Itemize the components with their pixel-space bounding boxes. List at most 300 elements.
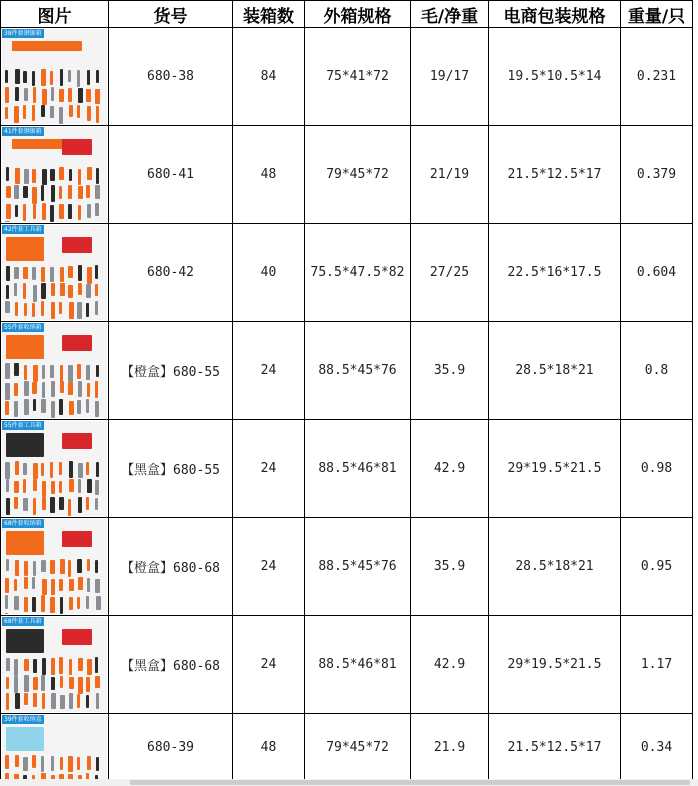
tool-icon <box>5 613 8 614</box>
tool-icon <box>69 461 73 478</box>
tool-icon <box>96 365 99 377</box>
tool-icon <box>14 481 19 493</box>
tool-icon <box>78 497 82 513</box>
scrollbar-thumb[interactable] <box>130 780 690 785</box>
tool-icon <box>42 658 46 675</box>
carton-size-cell[interactable]: 79*45*72 <box>305 714 411 781</box>
tool-icon <box>87 106 91 121</box>
product-image-cell[interactable] <box>1 714 109 781</box>
tool-icon <box>51 579 55 595</box>
tool-icon <box>69 597 73 610</box>
tool-icon <box>33 204 36 219</box>
carton-qty-cell[interactable]: 48 <box>233 714 305 781</box>
product-image-cell[interactable] <box>1 28 109 126</box>
unit-weight-cell[interactable]: 0.604 <box>621 224 693 322</box>
tool-icon <box>33 479 37 491</box>
tool-icon <box>15 168 20 184</box>
tool-icon <box>59 481 62 493</box>
tool-icon <box>77 364 81 379</box>
product-banner-label: 39件套收纳盒 <box>4 716 42 723</box>
tool-icon <box>95 560 98 573</box>
weight-cell[interactable]: 21/19 <box>411 126 489 224</box>
tool-icon <box>14 185 19 199</box>
tool-icon <box>14 659 18 676</box>
tool-icon <box>69 693 73 709</box>
tool-icon <box>42 579 47 595</box>
pack-size-cell[interactable]: 21.5*12.5*17 <box>489 126 621 224</box>
carton-qty-cell[interactable]: 24 <box>233 420 305 518</box>
sku-cell[interactable]: 【橙盒】680-55 <box>109 322 233 420</box>
tool-icon <box>87 383 90 397</box>
tool-icon <box>41 560 46 572</box>
table-row <box>1 518 693 616</box>
product-image <box>2 617 107 712</box>
pack-size-cell[interactable]: 29*19.5*21.5 <box>489 616 621 714</box>
tool-icon <box>86 497 89 510</box>
tool-icon <box>24 303 27 316</box>
tool-icon <box>87 756 91 770</box>
tool-icon <box>5 383 10 400</box>
tool-icon <box>41 756 44 772</box>
product-banner-label: 55件套收纳箱 <box>4 324 42 331</box>
sku-cell[interactable]: 【黑盒】680-55 <box>109 420 233 518</box>
tool-icon <box>14 596 19 610</box>
tool-icon <box>86 677 90 692</box>
tool-icon <box>68 499 71 516</box>
product-image <box>2 323 107 418</box>
tool-icon <box>24 597 28 612</box>
tool-icon <box>50 462 53 478</box>
tool-icon <box>51 283 55 296</box>
tool-icon <box>42 365 45 379</box>
header-sku[interactable]: 货号 <box>109 1 233 28</box>
tool-icon <box>33 365 38 382</box>
sku-cell[interactable]: 680-42 <box>109 224 233 322</box>
tool-icon <box>59 167 64 180</box>
product-image <box>2 29 107 124</box>
tool-icon <box>6 167 9 181</box>
tool-icon <box>42 693 45 709</box>
toolbox-icon <box>6 433 44 457</box>
tool-icon <box>41 595 45 612</box>
tool-icon <box>69 579 74 591</box>
carton-qty-cell[interactable]: 40 <box>233 224 305 322</box>
carton-size-cell[interactable]: 88.5*45*76 <box>305 322 411 420</box>
carton-qty-cell[interactable]: 24 <box>233 616 305 714</box>
tool-icon <box>50 560 55 574</box>
tool-icon <box>95 284 98 296</box>
carton-size-cell[interactable]: 88.5*45*76 <box>305 518 411 616</box>
tool-icon <box>96 106 99 123</box>
tool-icon <box>78 265 82 281</box>
table-row <box>1 224 693 322</box>
tool-icon <box>5 462 10 479</box>
tool-icon <box>60 283 65 296</box>
pack-size-cell[interactable]: 21.5*12.5*17 <box>489 714 621 781</box>
tool-icon <box>95 185 100 199</box>
tool-icon <box>51 87 54 101</box>
tool-icon <box>32 303 35 317</box>
tool-icon <box>32 71 35 86</box>
tool-icon <box>15 461 19 475</box>
tool-icon <box>24 561 28 576</box>
tool-icon <box>24 675 29 692</box>
tool-icon <box>95 401 99 417</box>
tool-icon <box>32 105 35 121</box>
product-image <box>2 715 107 779</box>
tool-icon <box>23 105 26 119</box>
tool-icon <box>50 597 55 613</box>
weight-cell[interactable]: 42.9 <box>411 420 489 518</box>
tool-icon <box>86 284 91 298</box>
tool-icon <box>95 203 99 216</box>
carton-qty-cell[interactable]: 24 <box>233 518 305 616</box>
table-row <box>1 28 693 126</box>
tool-icon <box>33 498 36 515</box>
tool-icon <box>14 267 19 279</box>
header-row <box>1 1 693 28</box>
tool-icon <box>96 462 99 477</box>
tool-icon <box>78 169 81 185</box>
tool-icon <box>5 70 8 83</box>
tool-icon <box>33 87 36 103</box>
tool-icon <box>78 186 83 199</box>
tool-icon <box>5 107 8 119</box>
weight-cell[interactable]: 19/17 <box>411 28 489 126</box>
tool-icon <box>6 677 9 689</box>
weight-cell[interactable]: 42.9 <box>411 616 489 714</box>
drill-icon <box>62 433 92 449</box>
product-image <box>2 127 107 222</box>
tool-icon <box>96 168 99 184</box>
tool-icon <box>32 755 36 768</box>
drill-icon <box>62 335 92 351</box>
tool-icon <box>50 71 53 85</box>
product-image-cell[interactable] <box>1 420 109 518</box>
tool-icon <box>5 401 9 415</box>
tool-icon <box>51 401 55 418</box>
tool-icon <box>86 365 90 380</box>
tool-icon <box>59 497 64 510</box>
tool-icon <box>68 756 73 772</box>
tool-icon <box>5 301 10 313</box>
table-row <box>1 420 693 518</box>
tool-icon <box>68 560 71 577</box>
tool-icon <box>69 677 74 689</box>
tool-icon <box>32 187 37 204</box>
tool-icon <box>23 186 28 198</box>
tool-icon <box>59 107 63 124</box>
drill-icon <box>62 139 92 155</box>
tool-icon <box>41 301 44 316</box>
unit-weight-cell[interactable]: 0.98 <box>621 420 693 518</box>
tool-icon <box>78 283 82 295</box>
tool-icon <box>23 267 28 279</box>
tool-icon <box>68 88 72 102</box>
tool-icon <box>69 659 72 675</box>
carton-size-cell[interactable]: 75*41*72 <box>305 28 411 126</box>
tool-icon <box>87 559 90 571</box>
tool-icon <box>32 597 36 612</box>
product-image-cell[interactable] <box>1 126 109 224</box>
tool-icon <box>15 205 18 217</box>
tool-icon <box>15 560 19 576</box>
tool-icon <box>42 89 47 105</box>
tool-icon <box>33 463 38 479</box>
tool-icon <box>42 382 45 398</box>
tool-icon <box>51 658 55 675</box>
tool-icon <box>60 267 64 282</box>
tool-icon <box>41 675 45 691</box>
tool-icon <box>77 105 80 118</box>
header-carton-qty[interactable]: 装箱数 <box>233 1 305 28</box>
tool-icon <box>68 266 73 278</box>
tool-icon <box>60 597 63 614</box>
tool-icon <box>96 693 99 709</box>
tool-icon <box>60 365 63 382</box>
tool-icon <box>60 757 63 770</box>
tool-icon <box>33 677 38 690</box>
carton-size-cell[interactable]: 75.5*47.5*82 <box>305 224 411 322</box>
unit-weight-cell[interactable]: 0.8 <box>621 322 693 420</box>
tool-icon <box>5 221 10 222</box>
tool-icon <box>59 204 64 219</box>
tool-icon <box>41 267 45 282</box>
sku-cell[interactable]: 【橙盒】680-68 <box>109 518 233 616</box>
tool-icon <box>77 302 82 319</box>
tool-icon <box>50 497 55 513</box>
tool-icon <box>59 462 62 475</box>
weight-cell[interactable]: 35.9 <box>411 322 489 420</box>
tool-icon <box>87 578 90 592</box>
tool-icon <box>68 185 72 199</box>
weight-cell[interactable]: 27/25 <box>411 224 489 322</box>
tool-icon <box>23 757 28 771</box>
tool-icon <box>51 756 54 771</box>
unit-weight-cell[interactable]: 0.34 <box>621 714 693 781</box>
tool-icon <box>6 693 9 710</box>
tool-icon <box>14 401 18 417</box>
tool-icon <box>32 267 36 280</box>
tool-icon <box>78 88 83 103</box>
tool-icon <box>6 204 11 219</box>
tool-icon <box>77 757 80 770</box>
tool-icon <box>42 481 46 497</box>
tool-icon <box>51 302 55 319</box>
header-unit-weight[interactable]: 重量/只 <box>621 1 693 28</box>
header-gross-net-weight[interactable]: 毛/净重 <box>411 1 489 28</box>
carton-size-cell[interactable]: 88.5*46*81 <box>305 420 411 518</box>
unit-weight-cell[interactable]: 0.379 <box>621 126 693 224</box>
tool-icon <box>33 693 37 707</box>
tool-icon <box>14 363 19 376</box>
weight-cell[interactable]: 21.9 <box>411 714 489 781</box>
product-image-cell[interactable] <box>1 616 109 714</box>
sku-cell[interactable]: 680-41 <box>109 126 233 224</box>
tool-icon <box>24 88 28 101</box>
tool-icon <box>95 89 100 104</box>
tool-icon <box>42 497 46 510</box>
sku-cell[interactable]: 680-39 <box>109 714 233 781</box>
toolbox-icon <box>12 41 82 51</box>
tool-icon <box>68 285 73 298</box>
tool-icon <box>87 479 92 493</box>
tool-icon <box>86 596 89 609</box>
tool-icon <box>33 399 36 411</box>
tool-icon <box>15 69 20 84</box>
header-carton-size[interactable]: 外箱规格 <box>305 1 411 28</box>
tool-icon <box>96 70 99 83</box>
toolbox-icon <box>6 727 44 751</box>
tool-icon <box>77 597 80 609</box>
product-image <box>2 225 107 320</box>
tool-icon <box>23 204 26 221</box>
tool-icon <box>5 578 9 593</box>
tool-icon <box>5 595 8 609</box>
tool-icon <box>69 302 74 319</box>
tool-icon <box>24 693 28 705</box>
tool-icon <box>86 89 91 102</box>
product-banner-label: 68件套工具箱 <box>4 618 42 625</box>
tool-icon <box>51 481 55 494</box>
table-row <box>1 322 693 420</box>
tool-icon <box>78 381 82 397</box>
tool-icon <box>78 577 83 590</box>
tool-icon <box>14 383 18 396</box>
toolbox-icon <box>6 629 44 653</box>
header-image[interactable]: 图片 <box>1 1 109 28</box>
carton-size-cell[interactable]: 79*45*72 <box>305 126 411 224</box>
product-image-cell[interactable] <box>1 518 109 616</box>
tool-icon <box>60 381 64 393</box>
tool-icon <box>86 399 89 413</box>
carton-qty-cell[interactable]: 48 <box>233 126 305 224</box>
pack-size-cell[interactable]: 28.5*18*21 <box>489 518 621 616</box>
tool-icon <box>23 479 26 493</box>
tool-icon <box>87 70 90 85</box>
pack-size-cell[interactable]: 29*19.5*21.5 <box>489 420 621 518</box>
unit-weight-cell[interactable]: 0.95 <box>621 518 693 616</box>
tool-icon <box>24 381 29 396</box>
tool-icon <box>50 205 54 222</box>
sku-cell[interactable]: 680-38 <box>109 28 233 126</box>
tool-icon <box>77 694 80 708</box>
tool-icon <box>86 185 90 198</box>
tool-icon <box>5 363 10 379</box>
tool-icon <box>68 382 73 395</box>
product-banner-label: 38件套钢锯箱 <box>4 30 42 37</box>
tool-icon <box>87 267 92 284</box>
tool-icon <box>95 498 98 510</box>
table-row <box>1 126 693 224</box>
carton-qty-cell[interactable]: 24 <box>233 322 305 420</box>
tool-icon <box>69 401 74 415</box>
carton-size-cell[interactable]: 88.5*46*81 <box>305 616 411 714</box>
tool-icon <box>41 399 46 413</box>
tool-icon <box>77 70 80 87</box>
tool-icon <box>78 463 83 478</box>
tool-icon <box>24 169 29 184</box>
tool-icon <box>41 283 46 299</box>
tool-icon <box>33 285 37 302</box>
tool-icon <box>60 695 65 709</box>
weight-cell[interactable]: 35.9 <box>411 518 489 616</box>
pack-size-cell[interactable]: 19.5*10.5*14 <box>489 28 621 126</box>
tool-icon <box>6 266 10 281</box>
toolbox-icon <box>6 237 44 261</box>
pack-size-cell[interactable]: 22.5*16*17.5 <box>489 224 621 322</box>
tool-icon <box>86 303 89 317</box>
tool-icon <box>59 186 62 199</box>
sku-cell[interactable]: 【黑盒】680-68 <box>109 616 233 714</box>
toolbox-icon <box>6 335 44 359</box>
tool-icon <box>95 381 98 398</box>
tool-icon <box>96 596 101 610</box>
tool-icon <box>41 105 45 117</box>
tool-icon <box>5 87 9 103</box>
tool-icon <box>87 167 92 180</box>
tool-icon <box>6 479 9 492</box>
product-image-cell[interactable] <box>1 224 109 322</box>
tool-icon <box>24 659 29 671</box>
tool-icon <box>24 399 29 415</box>
product-image-cell[interactable] <box>1 322 109 420</box>
tool-icon <box>23 71 27 83</box>
tool-icon <box>51 381 55 397</box>
tool-icon <box>78 479 81 493</box>
tool-icon <box>32 382 37 394</box>
tool-icon <box>96 757 99 771</box>
tool-icon <box>23 498 28 511</box>
tool-icon <box>6 285 9 299</box>
unit-weight-cell[interactable]: 1.17 <box>621 616 693 714</box>
drill-icon <box>62 531 92 547</box>
tool-icon <box>95 579 100 593</box>
tool-icon <box>50 169 55 181</box>
tool-icon <box>14 106 19 123</box>
tool-icon <box>51 677 55 690</box>
tool-icon <box>6 559 9 571</box>
tool-icon <box>59 302 62 314</box>
tool-icon <box>24 577 28 589</box>
horizontal-scrollbar[interactable] <box>0 779 698 786</box>
pack-size-cell[interactable]: 28.5*18*21 <box>489 322 621 420</box>
tool-icon <box>59 399 63 415</box>
tool-icon <box>87 204 91 218</box>
tool-icon <box>59 89 64 102</box>
tool-icon <box>33 659 37 673</box>
table-row <box>1 714 693 781</box>
tool-icon <box>32 577 35 589</box>
tool-icon <box>68 365 73 382</box>
tool-icon <box>42 203 46 220</box>
tool-icon <box>59 657 63 674</box>
drill-icon <box>62 629 92 645</box>
unit-weight-cell[interactable]: 0.231 <box>621 28 693 126</box>
header-ecommerce-pack-size[interactable]: 电商包装规格 <box>489 1 621 28</box>
tool-icon <box>69 105 73 117</box>
tool-icon <box>51 185 55 202</box>
tool-icon <box>42 169 47 185</box>
carton-qty-cell[interactable]: 84 <box>233 28 305 126</box>
tool-icon <box>95 676 100 688</box>
tool-icon <box>23 463 27 475</box>
drill-icon <box>62 237 92 253</box>
tool-icon <box>51 693 56 709</box>
tool-icon <box>60 676 63 688</box>
tool-icon <box>32 169 36 183</box>
tool-icon <box>78 677 83 694</box>
